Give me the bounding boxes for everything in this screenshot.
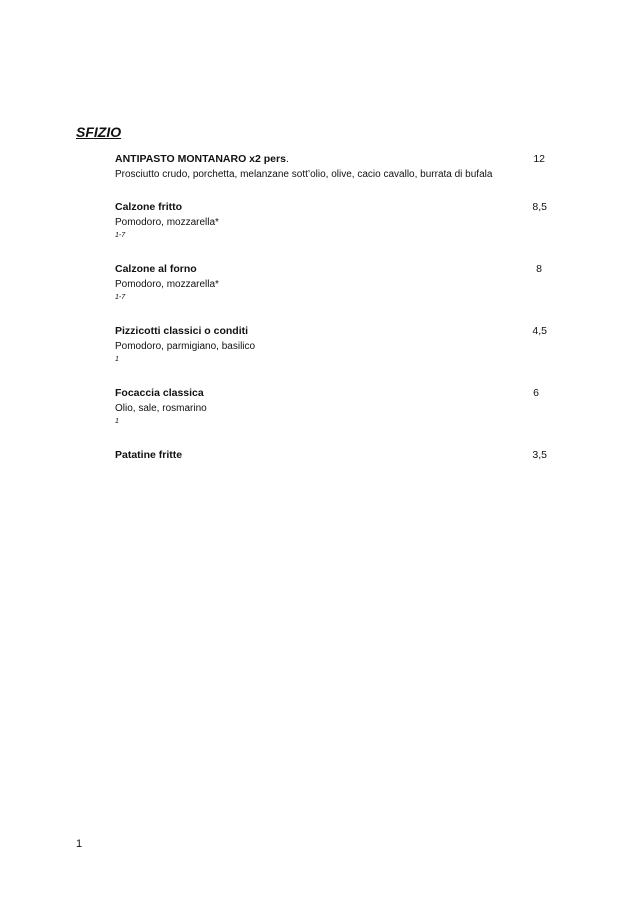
item-allergens: 1 <box>115 356 119 363</box>
menu-item-antipasto-montanaro <box>115 152 550 182</box>
item-price: 3,5 <box>532 449 547 461</box>
item-name: Pizzicotti classici o conditi <box>115 325 249 337</box>
item-allergens: 1-7 <box>115 232 126 239</box>
menu-item-calzone-fritto <box>115 200 550 241</box>
item-name-suffix: . <box>285 153 289 165</box>
section-title: SFIZIO <box>76 124 122 140</box>
item-price: 12 <box>533 153 545 165</box>
item-allergens: 1 <box>115 418 119 425</box>
item-description: Prosciutto crudo, porchetta, melanzane sott’olio, olive, cacio cavallo, burrata di bufala <box>115 169 493 180</box>
menu-item-calzone-al-forno <box>115 262 550 303</box>
menu-item-patatine-fritte <box>115 448 550 462</box>
item-name <box>115 152 550 166</box>
menu-item-focaccia-classica <box>115 386 550 427</box>
item-price: 6 <box>533 387 539 399</box>
page-number: 1 <box>76 838 83 850</box>
item-description: Olio, sale, rosmarino <box>115 403 207 414</box>
item-description: Pomodoro, mozzarella* <box>115 279 219 290</box>
item-description: Pomodoro, mozzarella* <box>115 217 219 228</box>
item-name: Calzone al forno <box>115 263 197 275</box>
item-price: 8,5 <box>532 201 547 213</box>
item-name: Focaccia classica <box>115 387 204 399</box>
item-name: Patatine fritte <box>115 449 183 461</box>
item-name-text: ANTIPASTO MONTANARO x2 pers <box>115 153 286 165</box>
menu-item-pizzicotti <box>115 324 550 365</box>
item-allergens: 1-7 <box>115 294 126 301</box>
menu-list <box>115 152 550 462</box>
item-price: 4,5 <box>532 325 547 337</box>
item-price: 8 <box>536 263 542 275</box>
item-description: Pomodoro, parmigiano, basilico <box>115 341 256 352</box>
item-name: Calzone fritto <box>115 201 183 213</box>
